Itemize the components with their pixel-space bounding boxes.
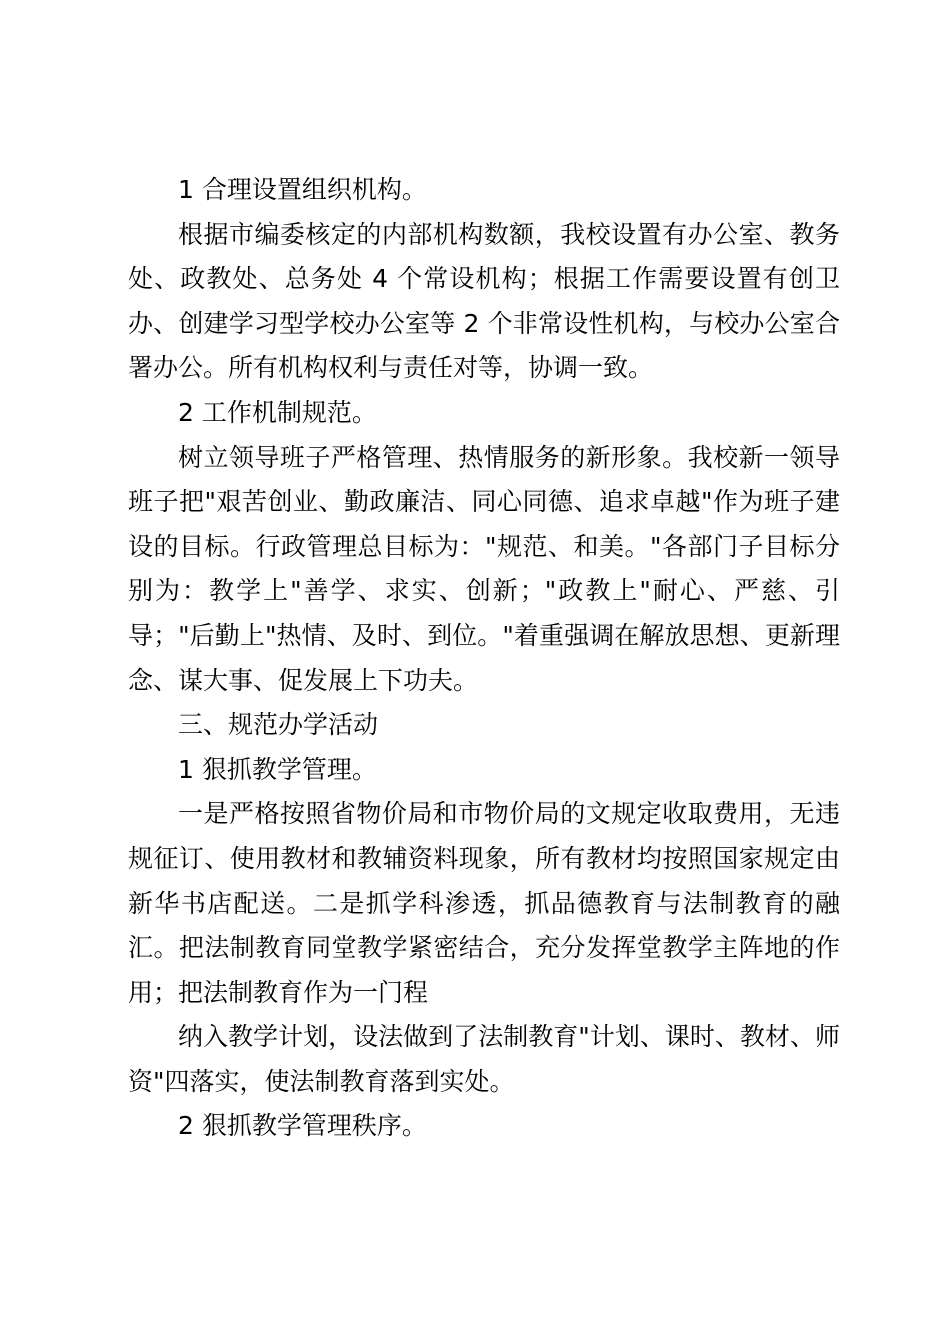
section-heading: 1 狠抓教学管理。 bbox=[178, 754, 377, 784]
chapter-heading: 三、规范办学活动 bbox=[178, 710, 379, 740]
body-paragraph: 根据市编委核定的内部机构数额，我校设置有办公室、教务处、政教处、总务处 4 个常设机构；根据工作需要设置有创卫办、创建学习型学校办公室等 2 个非常设性机构，与校办公室合署办公。所有机构权利与责任对等，协调一致。 bbox=[128, 219, 840, 383]
section-heading: 1 合理设置组织机构。 bbox=[178, 175, 427, 204]
document-page bbox=[128, 168, 840, 1149]
section-heading: 2 工作机制规范。 bbox=[178, 397, 377, 427]
body-paragraph: 树立领导班子严格管理、热情服务的新形象。我校新一领导班子把"艰苦创业、勤政廉洁、同心同德、追求卓越"作为班子建设的目标。行政管理总目标为："规范、和美。"各部门子目标分别为：教学上"善学、求实、创新；"政教上"耐心、严慈、引导；"后勤上"热情、及时、到位。"着重强调在解放思想、更新理念、谋大事、促发展上下功夫。 bbox=[128, 442, 840, 695]
section-heading: 2 狠抓教学管理秩序。 bbox=[178, 1111, 427, 1141]
body-paragraph: 纳入教学计划，设法做到了法制教育"计划、课时、教材、师资"四落实，使法制教育落到实处。 bbox=[128, 1022, 840, 1096]
body-paragraph: 一是严格按照省物价局和市物价局的文规定收取费用，无违规征订、使用教材和教辅资料现象，所有教材均按照国家规定由新华书店配送。二是抓学科渗透，抓品德教育与法制教育的融汇。把法制教育同堂教学紧密结合，充分发挥堂教学主阵地的作用；把法制教育作为一门程 bbox=[128, 799, 840, 1007]
